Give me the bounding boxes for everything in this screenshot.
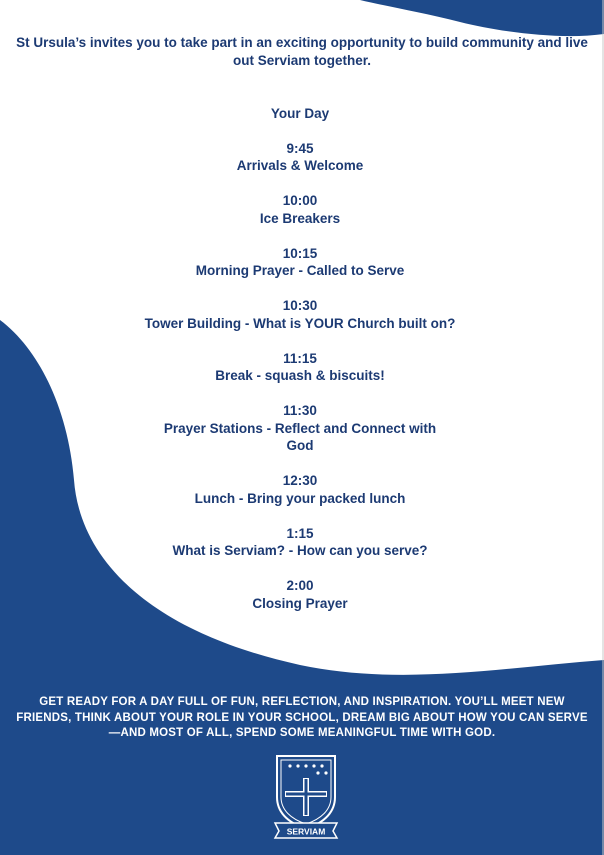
schedule-time: 11:30 [283, 403, 317, 418]
schedule-item [100, 472, 500, 507]
schedule-activity: Arrivals & Welcome [236, 158, 364, 173]
schedule-title: Your Day [270, 106, 330, 121]
schedule-time: 10:15 [282, 245, 318, 261]
schedule-time: 2:00 [286, 578, 314, 593]
schedule-time: 10:30 [282, 298, 318, 313]
schedule-item [100, 297, 500, 332]
schedule-item [100, 245, 500, 280]
schedule-activity: Closing Prayer [252, 595, 348, 611]
schedule-time: 1:15 [286, 525, 314, 541]
schedule-time: 11:15 [283, 350, 317, 366]
schedule-activity: Tower Building - What is YOUR Church built on? [144, 315, 456, 331]
schedule-activity: Ice Breakers [259, 210, 341, 226]
schedule-activity: Lunch - Bring your packed lunch [194, 490, 406, 506]
footer-text: GET READY FOR A DAY FULL OF FUN, REFLECTION, AND INSPIRATION. YOU’LL MEET NEW FRIENDS, THINK ABOUT YOUR ROLE IN YOUR SCHOOL, DREAM BIG ABOUT HOW YOU CAN SERVE—AND MOST OF ALL, SPEND SOME MEANINGFUL TIME WITH GOD. [16, 696, 588, 739]
schedule-time: 12:30 [282, 473, 318, 488]
cross-center [305, 779, 308, 815]
schedule [100, 105, 500, 630]
schedule-item [100, 140, 500, 175]
schedule-activity: Break - squash & biscuits! [215, 368, 385, 383]
schedule-item [100, 402, 500, 455]
schedule-item [100, 577, 500, 612]
crest-motto-text: SERVIAM [286, 826, 326, 837]
intro-text: St Ursula’s invites you to take part in an exciting opportunity to build community and live out Serviam together. [16, 35, 588, 68]
schedule-item [100, 350, 500, 385]
top-right-wave [360, 0, 604, 36]
schedule-time: 9:45 [286, 140, 314, 156]
schedule-time: 10:00 [282, 193, 318, 208]
schedule-activity: Prayer Stations - Reflect and Connect with God [163, 420, 437, 453]
schedule-activity: What is Serviam? - How can you serve? [172, 543, 428, 558]
serviam-crest-logo [273, 753, 339, 839]
cross-center-bar [286, 793, 326, 796]
schedule-activity: Morning Prayer - Called to Serve [195, 263, 405, 278]
schedule-item [100, 525, 500, 560]
schedule-item [100, 192, 500, 227]
